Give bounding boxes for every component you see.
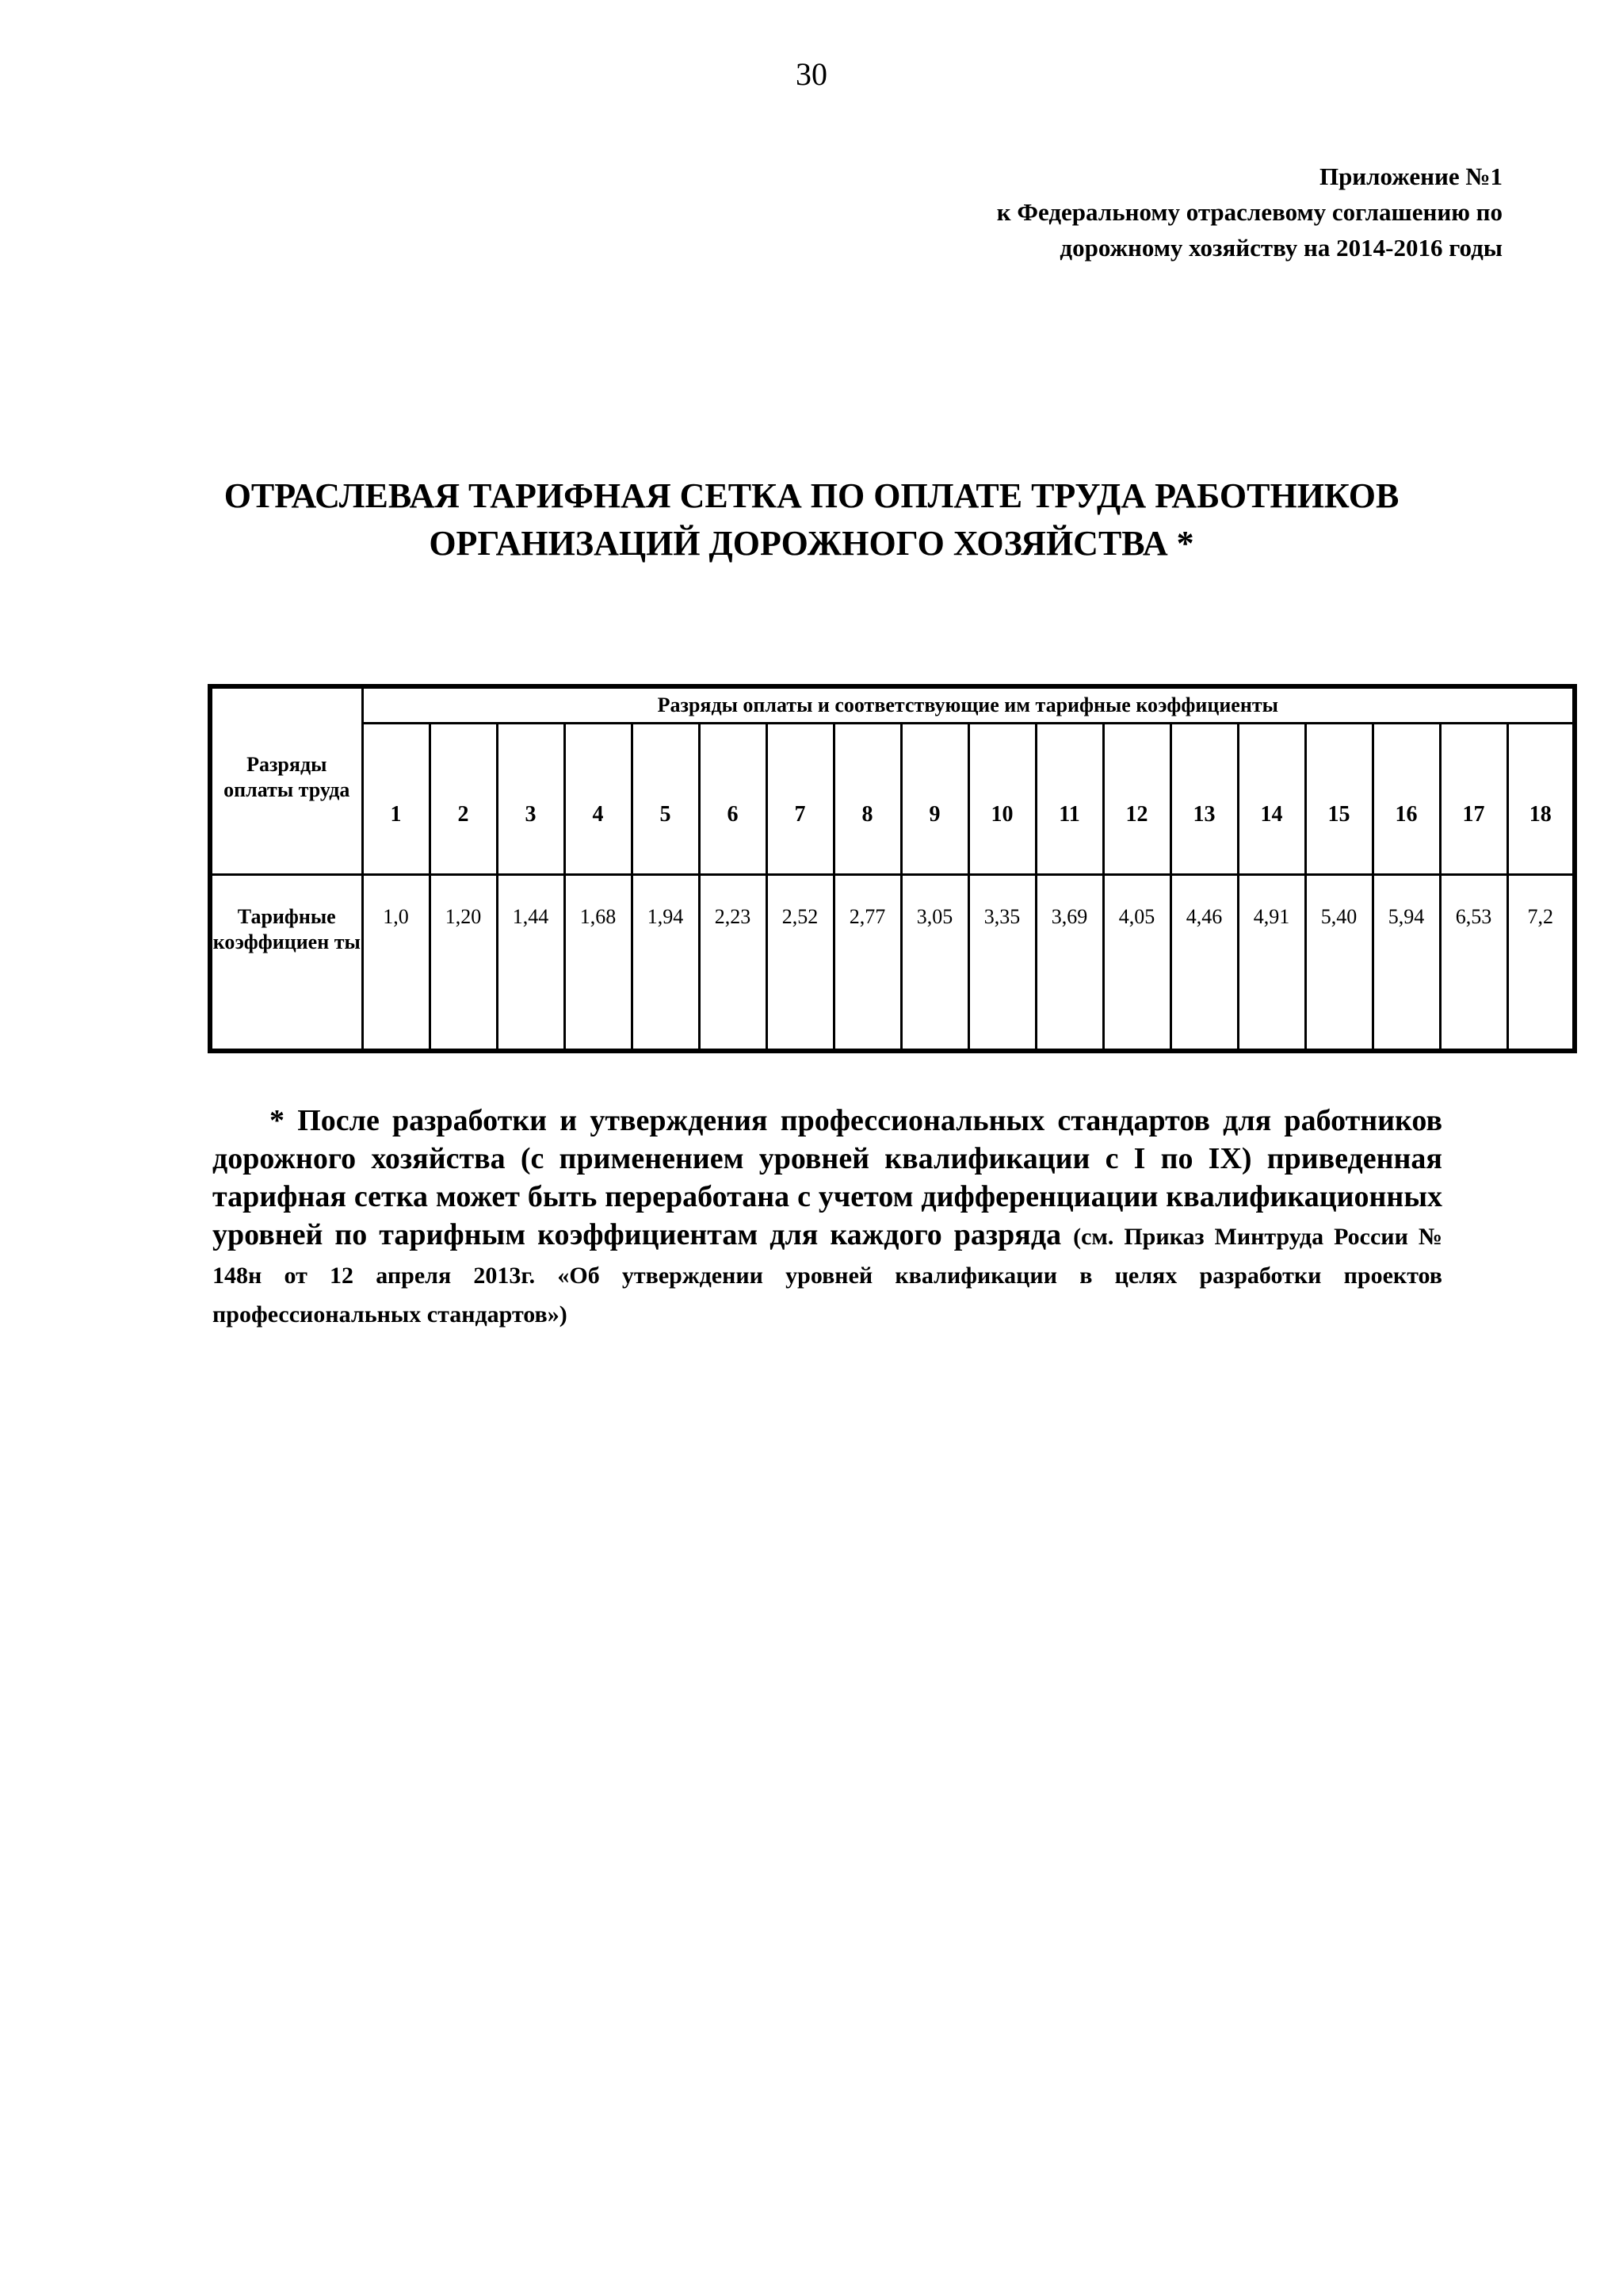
coefficient-cell: 2,77 (834, 875, 901, 1052)
grades-row (210, 724, 1575, 875)
grade-header-cell: 16 (1373, 724, 1440, 875)
grade-header-cell: 6 (699, 724, 766, 875)
grade-header-cell: 7 (766, 724, 834, 875)
grade-header-cell: 5 (632, 724, 699, 875)
grade-header-cell: 2 (430, 724, 497, 875)
appendix-line-3: дорожному хозяйству на 2014-2016 годы (1060, 234, 1503, 262)
coefficient-cell: 6,53 (1440, 875, 1507, 1052)
grade-header-cell: 8 (834, 724, 901, 875)
footnote-main: * После разработки и утверждения профессиональных стандартов для работников дорожного хозяйства (с применением уровней квалификации с I по IX) приведенная тарифная сетка может быть переработана с учетом дифференциации квалификационных уровней по тарифным коэффициентам для каждого разряда (212, 1104, 1442, 1251)
coefficient-cell: 1,44 (497, 875, 564, 1052)
grade-header-cell: 11 (1036, 724, 1103, 875)
corner-header: Разряды оплаты труда (210, 686, 362, 875)
tariff-grid-table (208, 684, 1577, 1053)
coefficient-cell: 4,91 (1238, 875, 1305, 1052)
grade-header-cell: 14 (1238, 724, 1305, 875)
grade-header-cell: 13 (1170, 724, 1238, 875)
table-header-row (210, 686, 1575, 724)
coefficient-cell: 5,40 (1305, 875, 1373, 1052)
grade-header-cell: 18 (1507, 724, 1575, 875)
appendix-header (997, 159, 1503, 266)
title-line-2: ОРГАНИЗАЦИЙ ДОРОЖНОГО ХОЗЯЙСТВА * (429, 524, 1194, 563)
coefficient-cell: 5,94 (1373, 875, 1440, 1052)
coefficient-cell: 4,05 (1103, 875, 1170, 1052)
grade-header-cell: 1 (362, 724, 430, 875)
coefficients-label: Тарифные коэффициен ты (210, 875, 362, 1052)
grade-header-cell: 9 (901, 724, 968, 875)
grade-header-cell: 12 (1103, 724, 1170, 875)
coefficient-cell: 1,68 (564, 875, 632, 1052)
coefficients-row (210, 875, 1575, 1052)
footnote-reference: (см. Приказ Минтруда России № 148н от 12 апреля 2013г. «Об утверждении уровней квалификации в целях разработки проектов профессиональных стандартов») (212, 1224, 1442, 1328)
appendix-line-1: Приложение №1 (1319, 162, 1503, 190)
grade-header-cell: 4 (564, 724, 632, 875)
coefficient-cell: 7,2 (1507, 875, 1575, 1052)
document-title (119, 472, 1504, 567)
title-line-1: ОТРАСЛЕВАЯ ТАРИФНАЯ СЕТКА ПО ОПЛАТЕ ТРУДА РАБОТНИКОВ (223, 476, 1400, 515)
page-number: 30 (796, 56, 827, 92)
grade-header-cell: 3 (497, 724, 564, 875)
coefficient-cell: 1,94 (632, 875, 699, 1052)
coefficient-cell: 4,46 (1170, 875, 1238, 1052)
coefficient-cell: 3,05 (901, 875, 968, 1052)
grade-header-cell: 15 (1305, 724, 1373, 875)
coefficient-cell: 2,23 (699, 875, 766, 1052)
grade-header-cell: 10 (968, 724, 1036, 875)
coefficient-cell: 3,69 (1036, 875, 1103, 1052)
coefficient-cell: 1,20 (430, 875, 497, 1052)
coefficient-cell: 2,52 (766, 875, 834, 1052)
footnote (212, 1102, 1442, 1332)
grade-header-cell: 17 (1440, 724, 1507, 875)
coefficient-cell: 1,0 (362, 875, 430, 1052)
footnote-text (212, 1102, 1442, 1332)
group-header: Разряды оплаты и соответствующие им тарифные коэффициенты (362, 686, 1575, 724)
coefficient-cell: 3,35 (968, 875, 1036, 1052)
appendix-line-2: к Федеральному отраслевому соглашению по (996, 198, 1503, 226)
